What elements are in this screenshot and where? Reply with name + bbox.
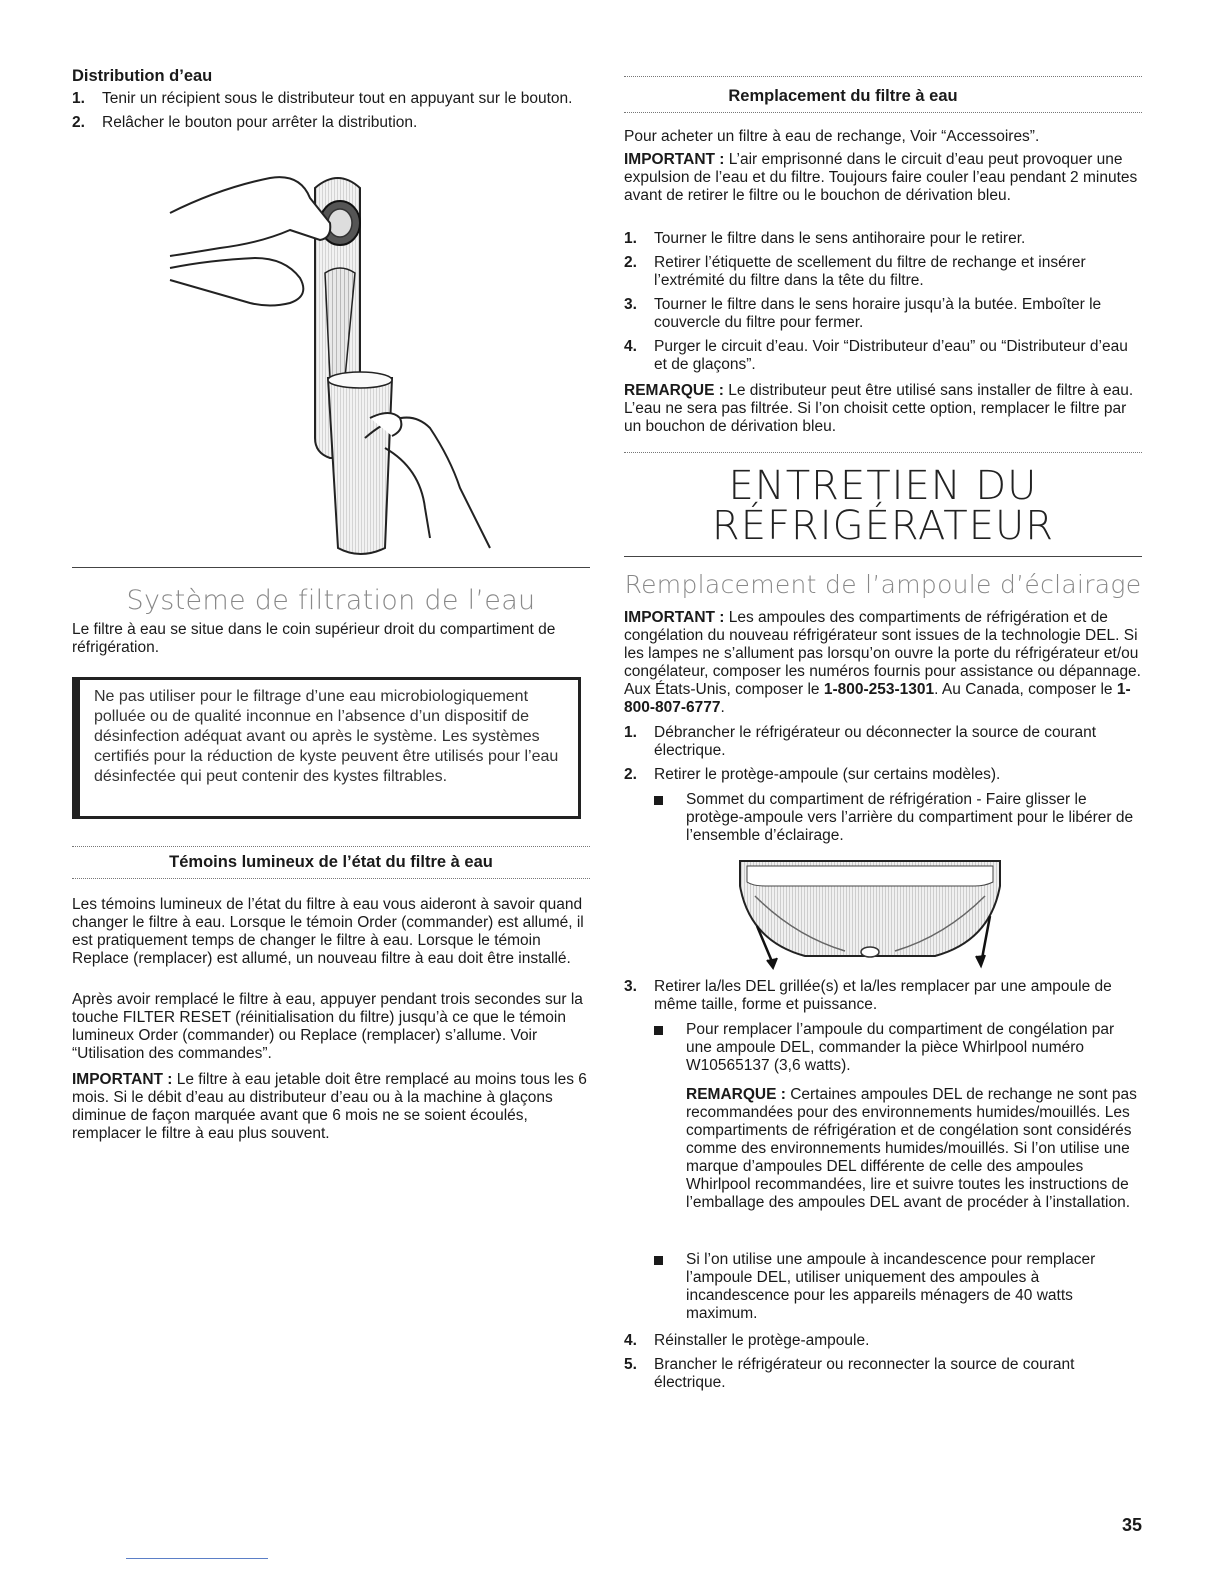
bulb-heading: Remplacement de l’ampoule d’éclairage bbox=[624, 570, 1142, 599]
list-item: 1. Débrancher le réfrigérateur ou déconnecter la source de courant électrique. bbox=[624, 724, 1097, 759]
filtration-intro: Le filtre à eau se situe dans le coin supérieur droit du compartiment de réfrigération. bbox=[72, 621, 556, 656]
replacement-important: IMPORTANT : L’air emprisonné dans le circuit d’eau peut provoquer une expulsion de l’eau et du filtre. Toujours faire couler l’eau pendant 2 minutes avant de retirer le filtre ou le bouchon de dérivation bleu. bbox=[624, 151, 1138, 204]
indicators-heading: Témoins lumineux de l’état du filtre à eau bbox=[169, 853, 493, 871]
filtration-heading: Système de filtration de l’eau bbox=[126, 585, 536, 616]
bulb-step3-bullets-2 bbox=[624, 1251, 1142, 1329]
bulb-important: IMPORTANT : Les ampoules des compartiments de réfrigération et de congélation du nouveau réfrigérateur sont issues de la technologie DEL. Si les lampes ne s’allument pas lorsqu’on ouvre la porte du réfrigérateur et/ou congélateur, composer les numéros fournis pour assistance ou dépannage. Aux États-Unis, composer le 1-800-253-1301. Au Canada, composer le 1-800-807-6777. bbox=[624, 609, 1141, 716]
page-title: ENTRETIEN DU RÉFRIGÉRATEUR bbox=[711, 463, 1055, 549]
section-divider bbox=[72, 567, 590, 568]
list-item: Pour remplacer l’ampoule du compartiment de congélation par une ampoule DEL, commander la pièce Whirlpool numéro W10565137 (3,6 watts). bbox=[624, 1021, 1142, 1075]
list-item: 1. Tourner le filtre dans le sens antihoraire pour le retirer. bbox=[624, 230, 1026, 247]
list-item: 2. Retirer l’étiquette de scellement du filtre de rechange et insérer l’extrémité du filtre dans la tête du filtre. bbox=[624, 254, 1086, 289]
replacement-note: REMARQUE : Le distributeur peut être utilisé sans installer de filtre à eau. L’eau ne sera pas filtrée. Si l’on choisit cette option, remplacer le filtre par un bouchon de dérivation bleu. bbox=[624, 382, 1134, 435]
bulb-step3-bullets bbox=[624, 1021, 1142, 1081]
bulb-step3-note: REMARQUE : Certaines ampoules DEL de rechange ne sont pas recommandées pour des environnements humides/mouillés. Les compartiments de réfrigération et de congélation sont considérés comme des environnements humides/mouillés. Si l’on utilise une marque d’ampoules DEL différente de celle des ampoules Whirlpool recommandées, lire et suivre toutes les instructions de l’emballage des ampoules DEL avant de procéder à l’installation. bbox=[686, 1086, 1137, 1211]
replacement-heading: Remplacement du filtre à eau bbox=[728, 87, 958, 105]
square-bullet-icon bbox=[654, 1256, 663, 1265]
bulb-steps-2 bbox=[624, 978, 1142, 1020]
replacement-steps bbox=[624, 230, 1142, 380]
light-shield-illustration bbox=[735, 856, 1005, 972]
list-item: 2. Retirer le protège-ampoule (sur certains modèles). bbox=[624, 766, 1001, 783]
footer-line bbox=[126, 1558, 268, 1559]
section-divider bbox=[624, 452, 1142, 453]
section-divider bbox=[624, 556, 1142, 557]
list-item: 4. Réinstaller le protège-ampoule. bbox=[624, 1332, 870, 1349]
list-item: 3. Retirer la/les DEL grillée(s) et la/les remplacer par une ampoule de même taille, forme et puissance. bbox=[624, 978, 1112, 1013]
page-number: 35 bbox=[1121, 1515, 1142, 1535]
indicators-p2: Après avoir remplacé le filtre à eau, appuyer pendant trois secondes sur la touche FILTER RESET (réinitialisation du filtre) jusqu’à ce que le témoin lumineux Order (commander) ou Replace (remplacer) s’allume. Voir “Utilisation des commandes”. bbox=[72, 991, 583, 1062]
list-item: 4. Purger le circuit d’eau. Voir “Distributeur d’eau” ou “Distributeur d’eau et de glaçons”. bbox=[624, 338, 1128, 373]
list-item: 3. Tourner le filtre dans le sens horaire jusqu’à la butée. Emboîter le couvercle du filtre pour fermer. bbox=[624, 296, 1102, 331]
section-divider bbox=[72, 846, 590, 847]
distribution-heading: Distribution d’eau bbox=[72, 67, 213, 85]
bulb-steps-1 bbox=[624, 724, 1142, 790]
indicators-p1: Les témoins lumineux de l’état du filtre à eau vous aideront à savoir quand changer le filtre à eau. Lorsque le témoin Order (commander) est allumé, il est pratiquement temps de changer le filtre à eau. Lorsque le témoin Replace (remplacer) est allumé, un nouveau filtre à eau doit être installé. bbox=[72, 896, 584, 967]
square-bullet-icon bbox=[654, 1026, 663, 1035]
replacement-intro: Pour acheter un filtre à eau de rechange, Voir “Accessoires”. bbox=[624, 128, 1040, 145]
list-item: Si l’on utilise une ampoule à incandescence pour remplacer l’ampoule DEL, utiliser uniquement des ampoules à incandescence pour les appareils ménagers de 40 watts maximum. bbox=[624, 1251, 1142, 1323]
indicators-p3: IMPORTANT : Le filtre à eau jetable doit être remplacé au moins tous les 6 mois. Si le débit d’eau au distributeur d’eau ou à la machine à glaçons diminue de façon marquée avant que 6 mois ne se soient écoulés, remplacer le filtre à eau plus souvent. bbox=[72, 1071, 587, 1142]
dispenser-illustration bbox=[160, 168, 520, 563]
list-item: 1. Tenir un récipient sous le distributeur tout en appuyant sur le bouton. bbox=[72, 90, 573, 107]
list-item: Sommet du compartiment de réfrigération - Faire glisser le protège-ampoule vers l’arrière du compartiment pour le libérer de l’ensemble d’éclairage. bbox=[624, 791, 1142, 845]
section-divider bbox=[72, 878, 590, 879]
section-divider bbox=[624, 76, 1142, 77]
warning-text: Ne pas utiliser pour le filtrage d’une eau microbiologiquement polluée ou de qualité inconnue en l’absence d’un dispositif de désinfection adéquat avant ou après le système. Les systèmes certifiés pour la réduction de kyste peuvent être utilisés pour l’eau désinfectée qui peut contenir des kystes filtrables. bbox=[94, 688, 559, 785]
list-item: 2. Relâcher le bouton pour arrêter la distribution. bbox=[72, 114, 418, 131]
list-item: 5. Brancher le réfrigérateur ou reconnecter la source de courant électrique. bbox=[624, 1356, 1075, 1391]
warning-box bbox=[72, 677, 581, 819]
section-divider bbox=[624, 112, 1142, 113]
bulb-step2-bullets bbox=[624, 791, 1142, 851]
square-bullet-icon bbox=[654, 796, 663, 805]
distribution-steps bbox=[72, 90, 590, 138]
bulb-steps-3 bbox=[624, 1332, 1142, 1398]
